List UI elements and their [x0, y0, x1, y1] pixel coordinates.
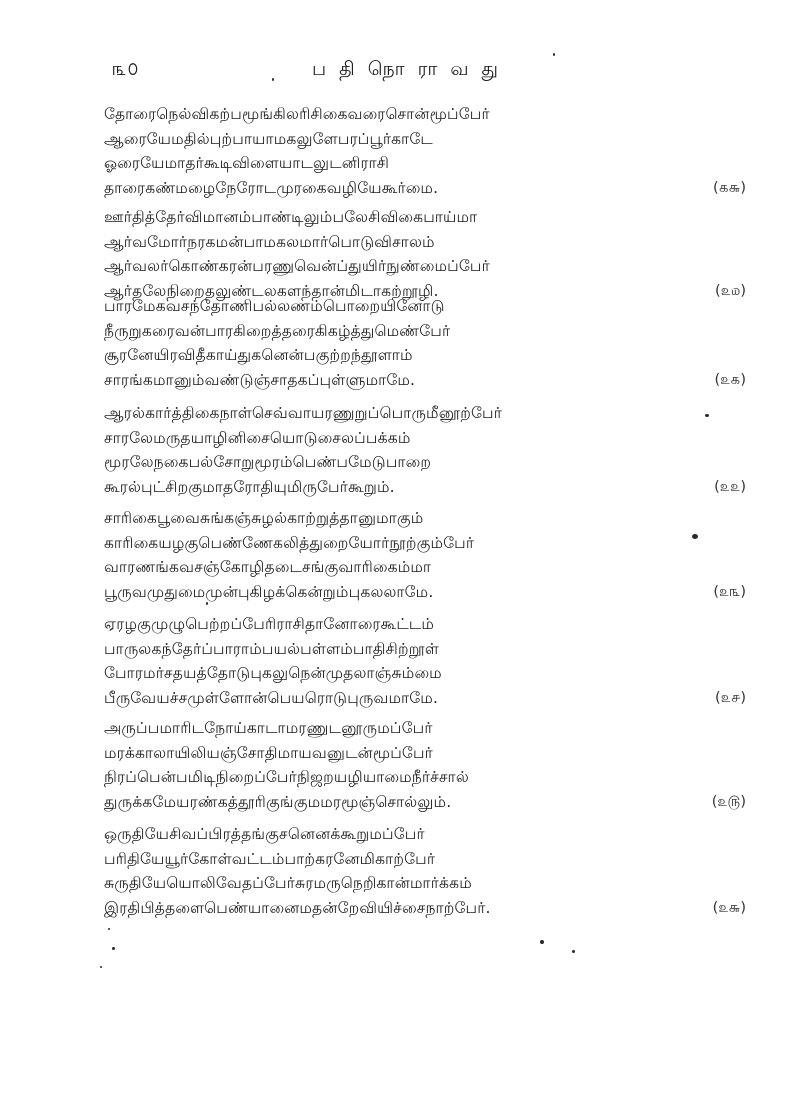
verse-line: நிரப்பென்பமிடிநிறைப்பேர்நிஜறயழியாமைநீர்ச்சால் [104, 768, 469, 786]
verse-stanza [104, 401, 744, 499]
verse-stanza [104, 205, 744, 303]
verse-line: ஆர்வமோர்நரகமன்பாமகலமார்பொடுவிசாலம் [104, 232, 435, 251]
verse-stanza [104, 506, 744, 604]
scan-speck [553, 53, 555, 56]
verse-line: ஒருதியேசிவப்பிரத்தங்குசனெனக்கூறுமப்பேர் [104, 825, 425, 843]
verse-line: காரிகையழகுபெண்ணேகலித்துறையோர்நூற்கும்பேர் [104, 533, 475, 552]
verse-number: (௨௫) [711, 794, 746, 810]
scan-speck [272, 78, 274, 81]
verse-number: (௧௬) [713, 180, 746, 196]
verse-line: போரமர்சதயத்தோடுபுகலுநென்முதலாஞ்சும்மை [104, 664, 442, 682]
verse-number: (௨௪) [715, 690, 746, 706]
verse-line: ஏரழகுமுழுபெற்றப்பேரிராசிதானோரைகூட்டம் [104, 615, 435, 633]
verse-line: பரிதியேயூர்கோள்வட்டம்பாற்கரனேமிகாற்பேர் [104, 849, 436, 868]
verse-number: (௨௨) [714, 479, 746, 495]
verse-line: மரக்காலாயிலியஞ்சோதிமாயவனுடன்மூப்பேர் [104, 743, 433, 762]
verse-stanza [104, 102, 744, 200]
verse-line: மூரலேநகைபல்சோறுமூரம்பெண்பமேடுபாறை [104, 453, 432, 471]
verse-line: கூரல்புட்சிறகுமாதரோதியுமிருபேர்கூறும். [104, 477, 395, 496]
verse-line: பாரமேகவசந்தோணிபல்லணம்பொறையினோடு [104, 297, 445, 315]
verse-line: ஆரல்கார்த்திகைநாள்செவ்வாயரணுறுப்பொருமீனூற்பேர் [104, 404, 503, 422]
verse-line: சாரிகைபூவைசுங்கஞ்சுழல்காற்றுத்தானுமாகும் [104, 509, 424, 527]
verse-line: இரதிபித்தளைபெண்யானைமதன்றேவியிச்சைநாற்பேர். [104, 898, 491, 917]
verse-line: சாரங்கமானும்வண்டுஞ்சாதகப்புள்ளுமாமே. [104, 370, 416, 389]
verse-line: தோரைநெல்விகற்பமூங்கிலரிசிகைவரைசொன்மூப்பேர் [104, 105, 490, 123]
verse-line: வாரணங்கவசஞ்கோழிதடைசங்குவாரிகைம்மா [104, 558, 432, 576]
verse-stanza [104, 612, 744, 710]
scan-speck [112, 947, 115, 950]
verse-line: அருப்பமாரிடநோய்காடாமரணுடனூருமப்பேர் [104, 719, 433, 737]
verse-line: பீருவேயச்சமுள்ளோன்பெயரொடுபுருவமாமே. [104, 688, 439, 707]
scan-speck [692, 534, 698, 539]
verse-stanza [104, 822, 744, 920]
verse-line: ஆர்வலர்கொண்கரன்பரணுவென்ப்துயிர்நுண்மைப்பேர் [104, 257, 490, 275]
scan-speck [100, 966, 102, 968]
scan-speck [108, 928, 110, 930]
verse-line: சாரலேமருதயாழினிசையொடுசைலப்பக்கம் [104, 428, 411, 447]
verse-number: (௨௬) [712, 900, 746, 916]
verse-stanza [104, 294, 744, 392]
verse-line: பாருலகந்தேர்ப்பாராம்பயல்பள்ளம்பாதிசிற்றூள் [104, 639, 440, 658]
verse-number: (௨௰) [715, 283, 746, 299]
verse-line: ஆரையேமதில்புற்பாயாமகலுளேபரப்பூர்காடே [104, 129, 433, 148]
verse-line: சுருதியேயொலிவேதப்பேர்சுரமருநெறிகான்மார்க்கம் [104, 874, 472, 892]
scan-speck [705, 414, 709, 417]
verse-stanza [104, 716, 744, 814]
verse-line: தாரைகண்மழைநேரோடமுரகைவழியேகூர்மை. [104, 178, 439, 197]
page-header [0, 58, 800, 88]
verse-line: துருக்கமேயரண்கத்தூரிகுங்குமமரமூஞ்சொல்லும். [104, 792, 452, 811]
running-title: பதிநொராவது [312, 58, 512, 80]
scan-speck [206, 602, 208, 605]
verse-line: ஊர்தித்தேர்விமானம்பாண்டிலும்பலேசிவிகைபாய்மா [104, 208, 478, 226]
verse-line: ஆர்தலேநிறைதலுண்டலகளந்தான்மிடாகற்றூழி. [104, 281, 439, 300]
scan-speck [572, 950, 575, 953]
verse-line: பூருவமுதுமைமுன்புகிழக்கென்றும்புகலலாமே. [104, 582, 434, 601]
verse-line: சூரனேயிரவிதீகாய்துகனென்பகுற்றந்தூளாம் [104, 346, 413, 364]
verse-number: (௨௧) [714, 372, 746, 388]
verse-number: (௨௩) [713, 584, 746, 600]
page-number: ௩௦ [112, 58, 140, 80]
scan-speck [540, 940, 544, 944]
verse-line: நீருறுகரைவன்பாரகிறைத்தரைகிகழ்த்துமெண்பேர் [104, 321, 451, 340]
verse-line: ஓரையேமாதர்கூடிவிளையாடலுடனிராசி [104, 154, 390, 172]
